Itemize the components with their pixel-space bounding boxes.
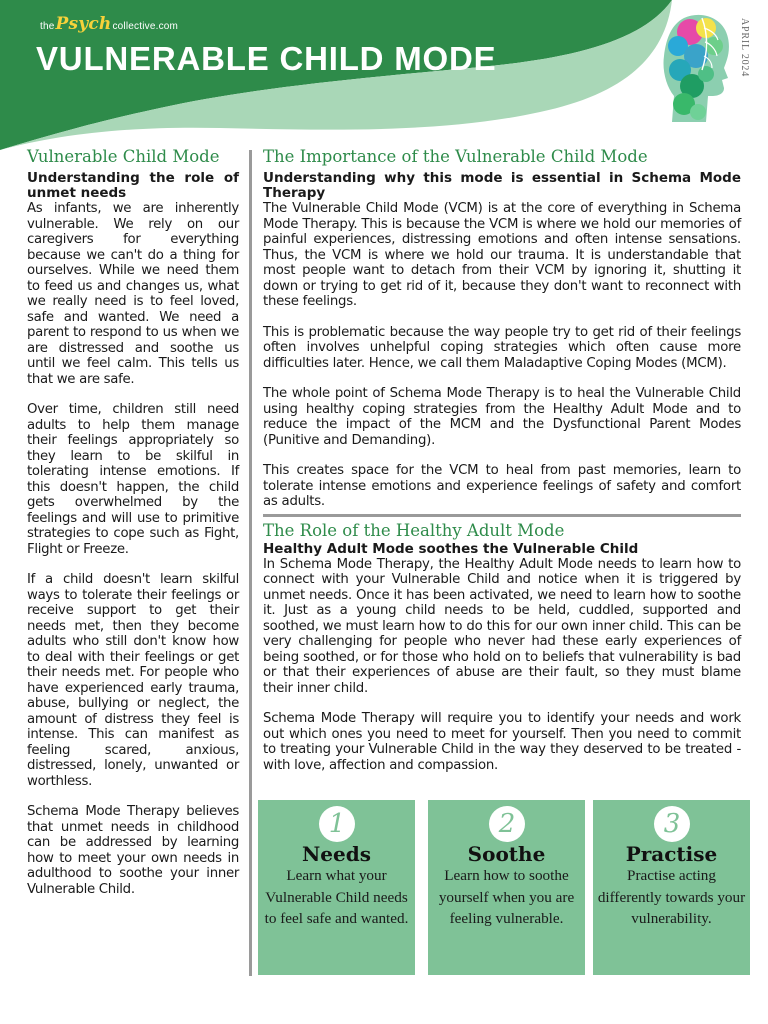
steps-cards [258,800,750,975]
paragraph: Schema Mode Therapy will require you to identify your needs and work out which ones you need to meet for yourself. Then you need to commit to treating your Vulnerable Child in the way they deserved to be treated - with love, affection and compassion. [263,711,741,773]
step-description: Learn what your Vulnerable Child needs to feel safe and wanted. [264,867,409,927]
brand-script: Psych [55,14,112,34]
section-title-healthy-adult: The Role of the Healthy Adult Mode [263,520,565,540]
section-title-vulnerable-child: Vulnerable Child Mode [27,147,220,166]
step-number-badge [319,806,355,842]
paragraph: Schema Mode Therapy believes that unmet needs in childhood can be addressed by learning how to meet your own needs in adulthood to soothe your inner Vulnerable Child. [27,804,239,897]
step-title: Practise [625,842,718,866]
step-number-badge [654,806,690,842]
paragraph: In Schema Mode Therapy, the Healthy Adult Mode needs to learn how to connect with your Vulnerable Child and notice when it is triggered by unmet needs. Once it has been activated, we need to learn how to soothe it. Just as a young child needs to be held, cuddled, supported and soothed, we must learn how to do this for our own inner child. This can be very challenging for people who never had these early experiences of being soothed, or for those who hold on to beliefs that vulnerability is bad or that their experiences of abuse are their fault, so they must blame their inner child. [263,556,741,696]
paragraph: If a child doesn't learn skilful ways to tolerate their feelings or receive support to get their needs met, then they become adults who still don't know how to deal with their feelings or get their needs met. For people who have experienced early trauma, abuse, bullying or neglect, the amount of distress they feel is intense. This can manifest as feeling scared, anxious, distressed, lonely, unwanted or worthless. [27,572,239,789]
column-divider [249,150,252,976]
step-card-practise [593,800,750,975]
step-description: Practise acting differently towards your vulnerability. [597,867,746,927]
step-card-needs [258,800,415,975]
section-divider [263,514,741,517]
subhead-unmet-needs: Understanding the role of unmet needs [27,170,239,201]
paragraph: This is problematic because the way people try to get rid of their feelings often involves unhelpful coping strategies which often cause more difficulties later. Hence, we call them Maladaptive Coping Modes (MCM). [263,324,741,371]
paragraph: The whole point of Schema Mode Therapy is to heal the Vulnerable Child using healthy coping strategies from the Healthy Adult Mode and to reduce the impact of the MCM and the Dysfunctional Parent Modes (Punitive and Demanding). [263,386,741,448]
brand-prefix: the [40,21,55,32]
step-number-badge [489,806,525,842]
head-silhouette-logo-icon [662,12,732,124]
paragraph: Over time, children still need adults to help them manage their feelings appropriately so they learn to be skilful in tolerating intense emotions. If this doesn't happen, the child gets overwhelmed by the feelings and will use to primitive strategies to cope such as Fight, Flight or Freeze. [27,402,239,557]
step-number: 2 [498,809,516,839]
right-column [263,146,741,788]
step-card-soothe [428,800,585,975]
paragraph: This creates space for the VCM to heal from past memories, learn to tolerate intense emotions and experience feelings of safety and comfort as adults. [263,463,741,509]
step-title: Soothe [467,842,546,866]
page-title: VULNERABLE CHILD MODE [36,40,497,77]
step-description: Learn how to soothe yourself when you are feeling vulnerable. [438,867,575,927]
paragraph: The Vulnerable Child Mode (VCM) is at the core of everything in Schema Mode Therapy. This is because the VCM is where we hold our memories of painful experiences, distressing emotions and often intense sensations. Thus, the VCM is where we hold our trauma. It is understandable that most people want to detach from their VCM by ignoring it, shutting it down or trying to get rid of it, because they don't want to reconnect with these feelings. [263,201,741,309]
brand-logo-text [40,14,178,34]
section-title-importance: The Importance of the Vulnerable Child Mode [263,147,648,166]
step-title: Needs [302,842,371,866]
subhead-importance: Understanding why this mode is essential in Schema Mode Therapy [263,170,741,201]
step-number: 3 [663,809,681,839]
issue-date: APRIL 2024 [739,18,750,78]
brand-suffix: collective.com [112,21,179,32]
step-number: 1 [328,809,346,839]
left-column [27,146,239,912]
subhead-healthy-adult: Healthy Adult Mode soothes the Vulnerable Child [263,540,639,557]
paragraph: As infants, we are inherently vulnerable. We rely on our caregivers for everything because we can't do a thing for ourselves. While we need them to feed us and changes us, what we really need is to feel loved, safe and wanted. We need a parent to respond to us when we are distressed and soothe us until we feel calm. This tells us that we are safe. [27,201,239,387]
